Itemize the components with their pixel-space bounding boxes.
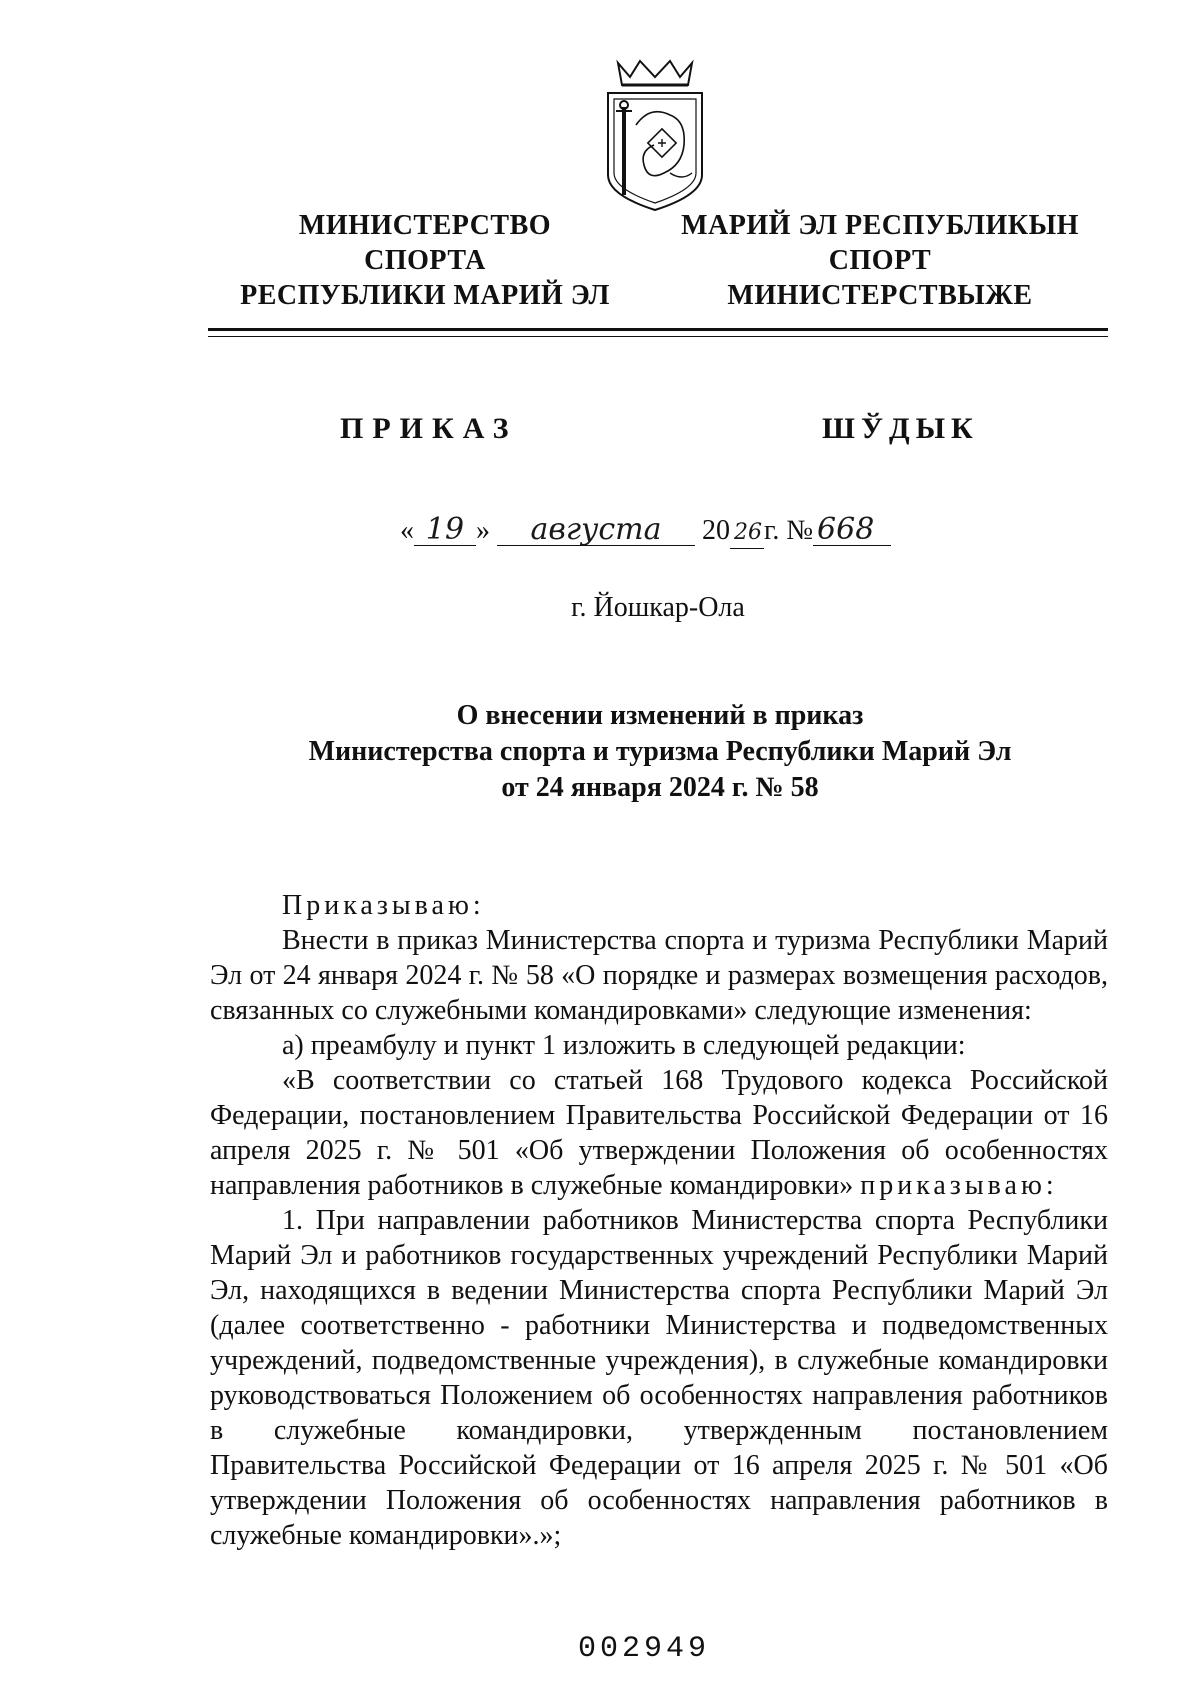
ministry-name-mari — [680, 208, 1080, 313]
form-serial-number: 002949 — [578, 1632, 711, 1666]
header-divider-thin — [208, 336, 1108, 337]
order-heading-mari: ШЎДЫК — [822, 412, 979, 445]
body-paragraph: 1. При направлении работников Министерства спорта Республики Марий Эл и работников государственных учреждений Республики Марий Эл, находящихся в ведении Министерства спорта Республики Марий Эл (далее соответственно - работники Министерства и подведомственных учреждений, подведомственные учреждения), в служебные командировки руководствоваться Положением об особенностях направления работников в служебные командировки, утвержденным постановлением Правительства Российской Федерации от 16 апреля 2025 г. № 501 «Об утверждении Положения об особенностях направления работников в служебные командировки».»; — [210, 1205, 1108, 1551]
body-paragraph-text: «В соответствии со статьей 168 Трудового кодекса Российской Федерации, постановлением Правительства Российской Федерации от 16 апреля 2025 г. № 501 «Об утверждении Положения об особенностях направления работников в служебные командировки» — [210, 1065, 1108, 1201]
document-title — [210, 698, 1110, 806]
title-line: от 24 января 2024 г. № 58 — [501, 772, 819, 803]
ministry-name-line: СПОРТА — [364, 245, 486, 276]
date-year-mark: г. № — [764, 515, 814, 546]
title-line: О внесении изменений в приказ — [456, 700, 864, 731]
body-paragraph: Внести в приказ Министерства спорта и туризма Республики Марий Эл от 24 января 2024 г. № 58 «О порядке и размерах возмещения расходов, связанных со служебными командировками» следующие изменения: — [210, 925, 1108, 1026]
ministry-name-line: МИНИСТЕРСТВО — [298, 210, 552, 241]
date-close-quote: » — [476, 515, 490, 546]
ministry-name-line: МИНИСТЕРСТВЫЖЕ — [727, 280, 1033, 311]
date-day-handwritten: 19 — [414, 515, 476, 546]
date-year-handwritten: 26 — [730, 518, 764, 549]
body-paragraph: а) преамбулу и пункт 1 изложить в следующей редакции: — [282, 1030, 966, 1061]
date-open-quote: « — [400, 515, 414, 546]
date-year-prefix: 20 — [702, 515, 730, 546]
header-divider-thick — [208, 328, 1108, 331]
order-number-handwritten: 668 — [813, 515, 891, 546]
body-intro: Приказываю: — [282, 890, 485, 921]
date-month-handwritten: августа — [497, 515, 695, 546]
ministry-name-line: МАРИЙ ЭЛ РЕСПУБЛИКЫН — [681, 210, 1079, 241]
ministry-name-line: РЕСПУБЛИКИ МАРИЙ ЭЛ — [240, 280, 610, 311]
coat-of-arms-emblem — [600, 55, 710, 215]
body-paragraph — [210, 1063, 1108, 1203]
title-line: Министерства спорта и туризма Республики Марий Эл — [308, 736, 1012, 767]
document-body — [210, 888, 1108, 1553]
ministry-name-line: СПОРТ — [828, 245, 932, 276]
city-name: г. Йошкар-Ола — [571, 592, 745, 623]
order-date-line — [400, 512, 891, 549]
order-heading-russian: ПРИКАЗ — [340, 412, 518, 445]
ministry-name-russian — [225, 208, 625, 313]
body-spaced-word: приказываю: — [860, 1170, 1058, 1201]
